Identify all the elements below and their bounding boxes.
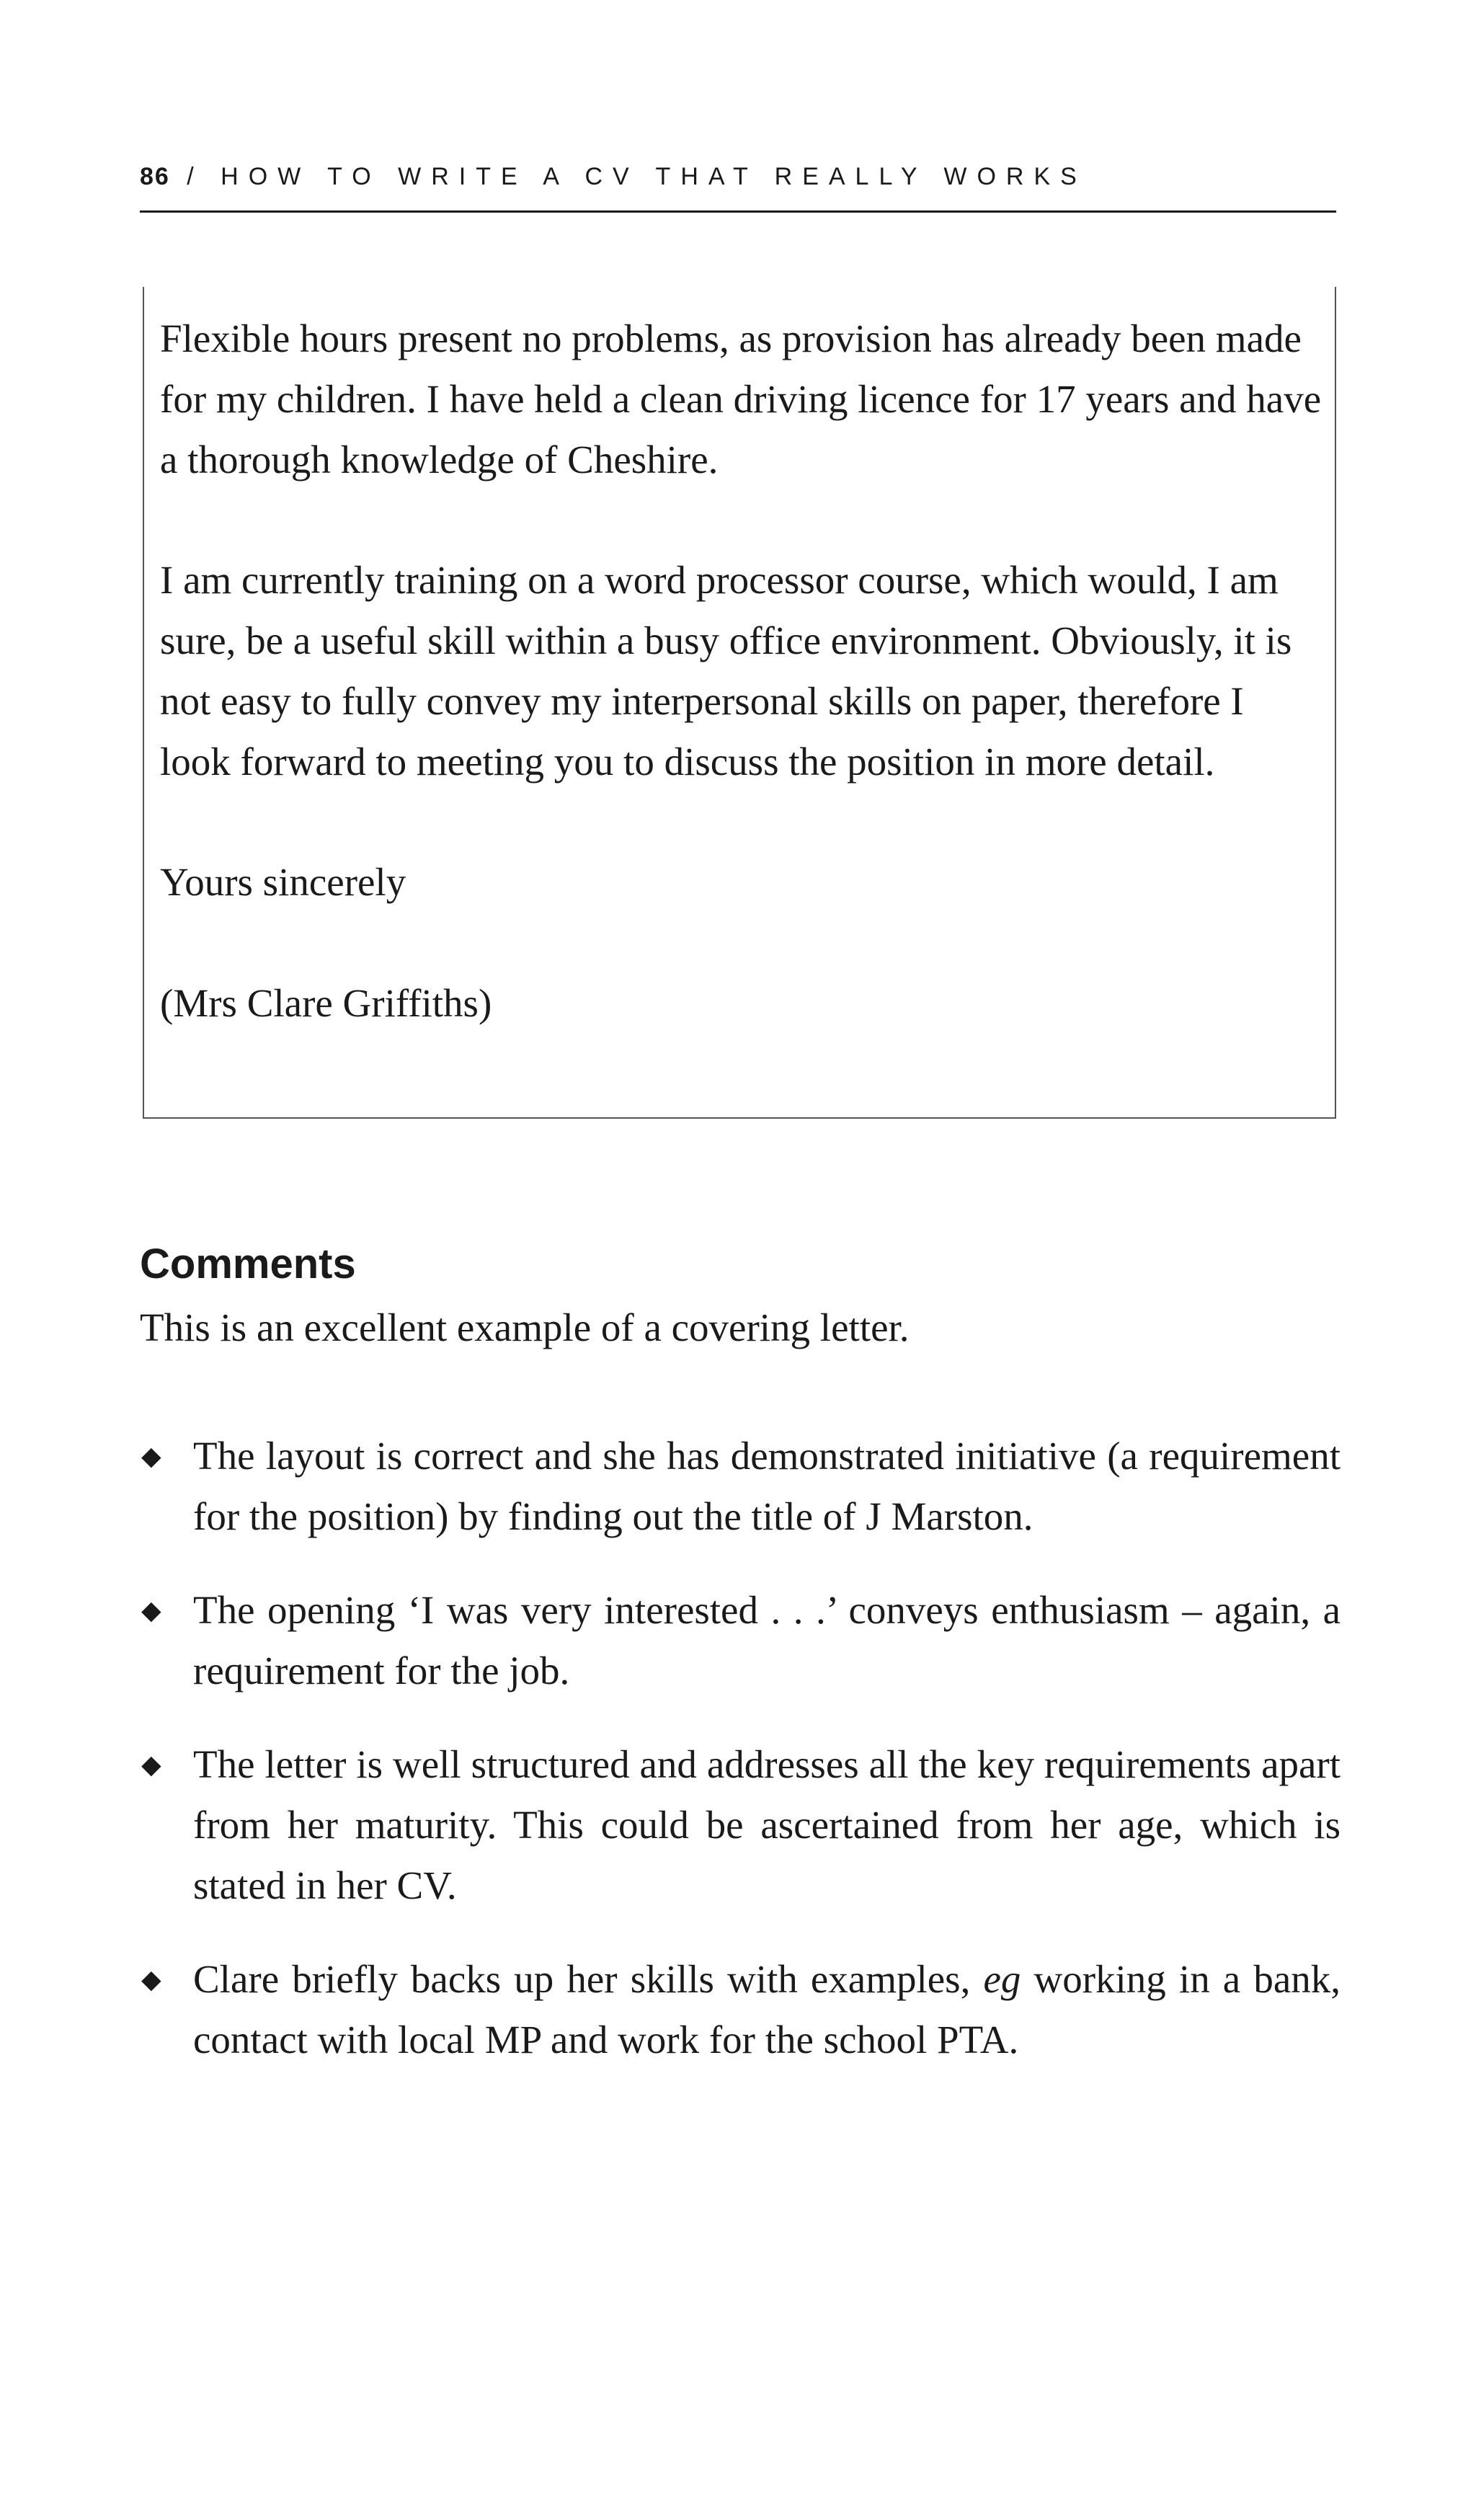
list-item-text-part: Clare briefly backs up her skills with examples, (193, 1957, 984, 2001)
comments-heading: Comments (140, 1241, 356, 1287)
diamond-bullet-icon: ◆ (141, 1442, 161, 1470)
comments-list (140, 1426, 1341, 2103)
running-header-text (140, 163, 1087, 191)
list-item-text: The opening ‘I was very interested . . .’ conveys enthusiasm – again, a requirement for the job. (193, 1588, 1341, 1692)
list-item-emphasis: eg (983, 1957, 1021, 2001)
letter-paragraph: Flexible hours present no problems, as provision has already been made for my children. I have held a clean driving licence for 17 years and have a thorough knowledge of Cheshire. (160, 316, 1322, 482)
running-header (140, 160, 1336, 213)
letter-signature: (Mrs Clare Griffiths) (160, 981, 492, 1025)
letter-body (160, 309, 1322, 1093)
diamond-bullet-icon: ◆ (141, 1965, 161, 1994)
list-item (140, 1949, 1341, 2070)
header-separator: / (169, 163, 221, 190)
list-item (140, 1734, 1341, 1916)
list-item-text: The layout is correct and she has demonstrated initiative (a requirement for the position) by finding out the title of J Marston. (193, 1434, 1341, 1538)
list-item-text-part: working in a bank, contact with local MP and work for the school PTA. (193, 1957, 1341, 2062)
list-item (140, 1426, 1341, 1547)
list-item (140, 1580, 1341, 1701)
letter-paragraph: I am currently training on a word processor course, which would, I am sure, be a useful skill within a busy office environment. Obviously, it is not easy to fully convey my interpersonal skills on paper, therefore I look forward to meeting you to discuss the position in more detail. (160, 558, 1292, 784)
letter-excerpt-box (143, 287, 1336, 1119)
page-number: 86 (140, 163, 170, 190)
list-item-text (193, 1957, 1341, 2062)
diamond-bullet-icon: ◆ (141, 1750, 161, 1779)
letter-closing: Yours sincerely (160, 860, 406, 904)
book-title: HOW TO WRITE A CV THAT REALLY WORKS (221, 163, 1087, 190)
list-item-text: The letter is well structured and addresses all the key requirements apart from her maturity. This could be ascertained from her age, which is stated in her CV. (193, 1742, 1341, 1907)
comments-intro: This is an excellent example of a covering letter. (140, 1305, 910, 1349)
diamond-bullet-icon: ◆ (141, 1596, 161, 1625)
